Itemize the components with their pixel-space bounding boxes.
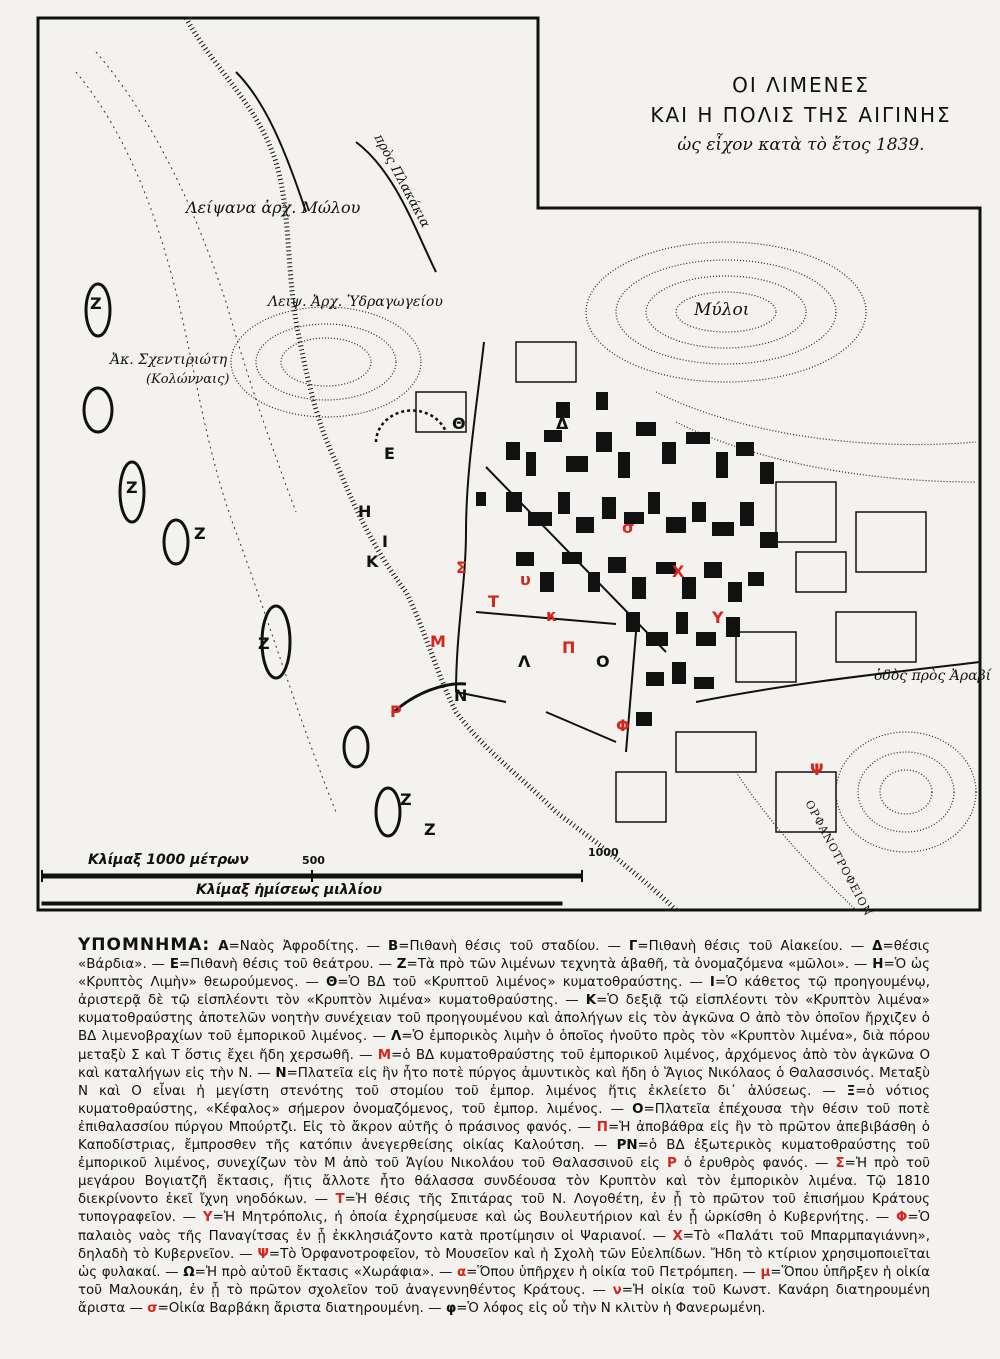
legend-entry	[326, 975, 710, 990]
map-letter-zeta-6: Ζ	[424, 820, 436, 839]
building-plots	[416, 342, 926, 832]
legend-entry	[218, 939, 388, 954]
legend-key: Κ	[585, 993, 597, 1009]
legend-key: φ	[445, 1300, 457, 1316]
legend-text: =Τὸ «Παλάτι τοῦ Μπαρμπαγιάννη», δηλαδὴ τὸ Κυβερνεῖον. —	[78, 1228, 930, 1262]
legend-text: =ὁ ΒΔ κυματοθραύστης τοῦ ἐμπορικοῦ λιμένος, ἀρχόμενος ἀπὸ τὸν ἀγκῶνα Ο καὶ καταλήγων εἰς τὴν Ν. —	[78, 1047, 930, 1081]
map-letter-sigma: Σ	[456, 558, 467, 577]
label-schentiriote: Ἀκ. Σχεντιριώτη	[110, 352, 228, 368]
label-pros-plakakia: πρὸς Πλακάκια	[370, 132, 433, 231]
legend-entry	[457, 1265, 761, 1280]
town-blocks	[476, 392, 778, 726]
legend-key: Μ	[377, 1047, 392, 1063]
title-line-1: ΟΙ ΛΙΜΕΝΕΣ	[732, 73, 870, 97]
legend-key: Γ	[628, 939, 638, 954]
legend-key: Φ	[896, 1210, 908, 1226]
legend-text: =Ὅπου ὑπῆρξεν ἡ οἰκία τοῦ Μαλουκάη, ἐν ᾗ τὸ πρῶτον σχολεῖον τοῦ ἀναγεννηθέντος Κράτους. —	[78, 1264, 930, 1298]
map-letter-zeta-5: Ζ	[400, 790, 412, 809]
map-letter-omicron: Ο	[596, 652, 610, 671]
legend-text: =Οἰκία Βαρβάκη ἄριστα διατηρουμένη. —	[157, 1300, 446, 1316]
label-leipsana: Λείψανα ἀρχ. Μώλου	[186, 198, 361, 217]
legend-key: Θ	[325, 975, 338, 991]
map-letter-zeta-1: Ζ	[90, 294, 102, 313]
legend-text: =Ἡ θέσις τῆς Σπιτάρας τοῦ Ν. Λογοθέτη, ἐν ᾗ τὸ πρῶτον τοῦ ἐπισήμου Κράτους τυπογραφεῖον. —	[78, 1192, 930, 1226]
legend-key: σ	[147, 1300, 158, 1316]
legend-key: μ	[760, 1264, 771, 1280]
map-letter-chi: Χ	[672, 562, 685, 581]
map-letter-zeta-3: Ζ	[194, 524, 206, 543]
label-kolonnas: (Κολώνναις)	[146, 372, 230, 387]
legend-text: =Πλατεῖα εἰς ἣν ἦτο ποτὲ πύργος ἀμυντικὸς καὶ ἤδη ὁ Ἅγιος Νικόλαος ὁ Θαλασσινός. Μεταξὺ Ν καὶ Ο εἶναι ἡ μεγίστη στενότης τοῦ στομίου τοῦ ἐμπορ. λιμένος ἥτις ἐκλείετο δι᾿ ἁλύσεως. —	[78, 1065, 931, 1099]
map-letter-iota: Ι	[382, 532, 388, 551]
label-pros-drabi: ὁδὸς πρὸς Ἀραβί	[874, 668, 992, 684]
map-letter-theta: Θ	[452, 414, 466, 433]
legend	[78, 936, 930, 1318]
map-letter-pi: Π	[562, 638, 576, 657]
legend-key: Ω	[183, 1264, 195, 1280]
roads	[236, 72, 980, 752]
legend-entry	[629, 939, 872, 954]
legend-entry	[183, 1265, 457, 1280]
legend-entry	[388, 939, 629, 954]
map-letter-rho: Ρ	[390, 702, 402, 721]
legend-text: =ὁ νότιος κυματοθραύστης, «Κέφαλος» σήμερον ὀνομαζόμενος, τοῦ ἐμπορ. λιμένος. —	[78, 1083, 930, 1117]
legend-text: =Ὅπου ὑπῆρχεν ἡ οἰκία τοῦ Πετρόμπεη. —	[466, 1264, 761, 1280]
map-letter-zeta-4: Ζ	[258, 634, 270, 653]
scale-tick-1000: 1000	[588, 846, 619, 859]
legend-text: =θέσις «Βάρδια». —	[78, 939, 931, 973]
legend-entry	[667, 1156, 836, 1171]
map-letter-tau: Τ	[488, 592, 499, 611]
legend-key: Β	[388, 939, 399, 954]
legend-key: Λ	[391, 1029, 402, 1045]
legend-entries	[78, 939, 930, 1316]
legend-key: Ο	[632, 1101, 644, 1117]
map-letter-zeta-2: Ζ	[126, 478, 138, 497]
legend-key: Χ	[672, 1228, 683, 1244]
label-leip-archy: Λειψ. Ἀρχ. Ὑδραγωγείου	[268, 294, 443, 310]
theatre-outline	[376, 411, 446, 442]
legend-key: ν	[612, 1282, 622, 1298]
title-line-2: ΚΑΙ Η ΠΟΛΙΣ ΤΗΣ ΑΙΓΙΝΗΣ	[650, 103, 952, 127]
map-letter-lambda: Λ	[518, 652, 531, 671]
legend-text: =Τὸ Ὀρφανοτροφεῖον, τὸ Μουσεῖον καὶ ἡ Σχολὴ τῶν Εὐελπίδων. Ἤδη τὸ κτίριον χρησιμοποιεῖται ὡς φυλακαί. —	[78, 1246, 930, 1280]
scale-metres-label: Κλίμαξ 1000 μέτρων	[88, 852, 249, 868]
legend-key: ΡΝ	[616, 1138, 638, 1154]
legend-text: =Ἡ πρὸ τοῦ μεγάρου Βογιατζῆ ἔκτασις, ἥτις ἄλλοτε ἦτο θάλασσα συνδέουσα τὸν Κρυπτὸν καὶ τὸν ἐμπορικὸν λιμένα. Τῷ 1810 διεκρίνοντο ἐκεῖ ἴχνη νηοδόκων. —	[78, 1156, 931, 1208]
legend-key: α	[456, 1264, 467, 1280]
legend-entry	[170, 957, 397, 972]
legend-text: =Πλατεῖα ἐπέχουσα τὴν θέσιν τοῦ ποτὲ ἐπιθαλασσίου πύργου Μπούρτζι. Εἰς τὸ ἄκρον αὐτῆς ὁ πράσινος φανός. —	[78, 1101, 930, 1135]
map-letter-kappa-small: κ	[546, 606, 558, 625]
legend-text: =Ὁ παλαιὸς ναὸς τῆς Παναγίτσας ἐν ᾗ ἐκκλησιάζοντο κατὰ προτίμησιν οἱ Ψαριανοί. —	[78, 1210, 930, 1244]
map-letter-kappa: Κ	[366, 552, 379, 571]
label-orfanotrofeio: ΟΡΦΑΝΟΤΡΟΦΕΙΟΝ	[802, 798, 875, 919]
legend-key: Σ	[835, 1156, 845, 1172]
legend-text: =Πιθανὴ θέσις τοῦ Αἰακείου. —	[637, 939, 873, 954]
map-letter-upsilon-small: υ	[520, 570, 531, 589]
legend-text: =Ὁ ὡς «Κρυπτὸς Λιμὴν» θεωρούμενος. —	[78, 957, 930, 991]
legend-text: =Ὁ λόφος εἰς οὗ τὴν Ν κλιτὺν ἡ Φανερωμένη.	[456, 1300, 766, 1316]
map-letter-eta: Η	[358, 502, 372, 521]
legend-text: =Τὰ πρὸ τῶν λιμένων τεχνητὰ ἀβαθῆ, τὰ ὀνομαζόμενα «μῶλοι». —	[406, 957, 873, 973]
legend-entry	[203, 1210, 896, 1225]
map-letter-nu: Ν	[454, 686, 468, 705]
legend-text: =Πιθανὴ θέσις τοῦ σταδίου. —	[398, 939, 629, 954]
legend-key: Ε	[169, 957, 179, 973]
legend-key: Ψ	[257, 1246, 269, 1262]
legend-text: =Ὁ ἐμπορικὸς λιμὴν ὁ ὁποῖος ἡνοῦτο πρὸς τὸν «Κρυπτὸν λιμένα», διὰ πόρου μεταξὺ Σ καὶ Τ ὅστις ἔχει ἤδη χερσωθῆ. —	[78, 1029, 931, 1063]
legend-key: Η	[872, 957, 884, 973]
legend-key: Π	[596, 1119, 608, 1135]
map-letter-phi: Φ	[616, 716, 630, 735]
coastline	[186, 18, 676, 910]
legend-key: Τ	[335, 1192, 345, 1208]
sea-contours	[76, 52, 336, 812]
map-letter-sigma-small: σ	[622, 518, 635, 537]
legend-key: Ν	[275, 1065, 287, 1081]
scale-tick-500: 500	[302, 854, 325, 867]
legend-text: =Ἡ πρὸ αὐτοῦ ἔκτασις «Χωράφια». —	[194, 1264, 457, 1280]
legend-text: =ὁ ΒΔ ἐξωτερικὸς κυματοθραύστης τοῦ ἐμπορικοῦ λιμένος, συνεχίζων τὸν Μ ἀπὸ τοῦ Ἁγίου Νικολάου τοῦ Θαλασσινοῦ εἰς	[78, 1138, 930, 1172]
map-letter-psi: Ψ	[810, 760, 824, 779]
map-letter-delta: Δ	[556, 414, 569, 433]
legend-key: Δ	[872, 939, 883, 954]
label-myloi: Μύλοι	[694, 300, 750, 320]
title-line-3: ὡς εἶχον κατὰ τὸ ἔτος 1839.	[677, 135, 925, 155]
map-letter-mu: Μ	[430, 632, 446, 651]
legend-text: =Ἡ Μητρόπολις, ἡ ὁποία ἐχρησίμευσε καὶ ὡς Βουλευτήριον καὶ ἐν ᾗ ὡρκίσθη ὁ Κυβερνήτης. —	[212, 1210, 897, 1226]
map-title	[636, 70, 966, 160]
legend-entry	[397, 957, 872, 972]
map-frame	[36, 12, 992, 919]
hill-contours	[231, 242, 976, 910]
legend-text: =Ὁ ΒΔ τοῦ «Κρυπτοῦ λιμένος» κυματοθραύστης. —	[337, 975, 710, 991]
legend-text: =Ὁ κάθετος τῷ προηγουμένῳ, ἀριστερᾷ δὲ τῷ εἰσπλέοντι τὸν «Κρυπτὸν λιμένα» κυματοθραύστης. —	[78, 975, 930, 1009]
legend-entry	[147, 1301, 446, 1316]
legend-text: =Ἡ οἰκία τοῦ Κωνστ. Κανάρη διατηρουμένη ἄριστα —	[78, 1282, 930, 1316]
legend-text: =Ἡ ἀποβάθρα εἰς ἣν τὸ πρῶτον ἀπεβιβάσθη ὁ Καποδίστριας, ἔμπροσθεν τῆς κατόπιν ἀνεγερθείσης οἰκίας Καλούτση. —	[78, 1119, 930, 1154]
legend-key: Ζ	[396, 957, 407, 973]
legend-key: Υ	[202, 1210, 213, 1226]
legend-key: Ι	[709, 975, 715, 991]
legend-key: Ρ	[667, 1156, 677, 1172]
map-letter-upsilon: Υ	[712, 608, 724, 627]
legend-text: ὁ ἐρυθρὸς φανός. —	[676, 1156, 836, 1172]
legend-key: Ξ	[846, 1083, 856, 1099]
legend-heading: ΥΠΟΜΝΗΜΑ:	[78, 935, 211, 955]
legend-text: =Ὁ δεξιᾷ τῷ εἰσπλέοντι τὸν «Κρυπτὸν λιμένα» κυματοθραύστης ἀποτελῶν νοητὴν συνέχειαν τοῦ προηγουμένου καὶ ἀπολήγων εἰς τὸν ἀγκῶνα Ο ἀπὸ τὸν ὁποῖον ἤρχιζεν ὁ ΒΔ λιμενοβραχίων τοῦ ἐμπορικοῦ λιμένος. —	[78, 993, 930, 1045]
scale-miles-label: Κλίμαξ ἡμίσεως μιλλίου	[196, 882, 382, 898]
legend-entry	[446, 1301, 766, 1316]
legend-text: =Πιθανὴ θέσις τοῦ θεάτρου. —	[178, 957, 397, 973]
legend-key: Α	[218, 939, 229, 954]
map-letter-epsilon: Ε	[384, 444, 395, 463]
legend-text: =Ναὸς Ἀφροδίτης. —	[228, 939, 389, 954]
